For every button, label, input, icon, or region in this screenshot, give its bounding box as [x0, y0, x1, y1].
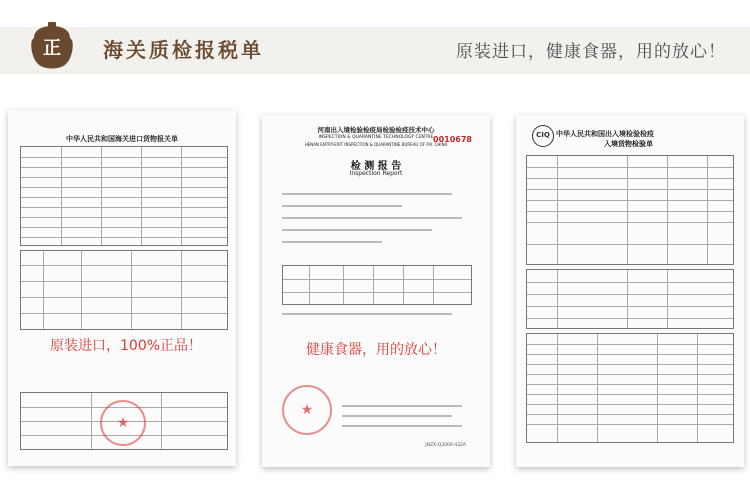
seal-icon — [24, 18, 80, 74]
header-slogan: 原装进口，健康食器，用的放心！ — [456, 42, 726, 62]
page-title: 海关质检报税单 — [103, 38, 264, 62]
seal-char: 正 — [43, 38, 61, 59]
page-header — [0, 0, 750, 88]
declaration-table-items — [20, 250, 228, 330]
report-footer-code: JNZX-Q3000-432A — [425, 443, 466, 448]
doc-title: 中华人民共和国海关进口货物报关单 — [66, 135, 178, 143]
report-heading-en2: HENAN ENTRY-EXIT INSPECTION & QUARANTINE BUREAU OF P.R. CHINA — [304, 142, 448, 147]
report-title: 检 测 报 告 — [350, 161, 402, 172]
report-subtitle: Inspection Report — [349, 170, 403, 177]
form-table-middle — [526, 269, 734, 329]
report-serial: 0010678 — [433, 135, 472, 144]
declaration-table-top — [20, 146, 228, 246]
form-table-top — [526, 155, 734, 265]
report-results-table — [282, 265, 472, 305]
report-heading-cn: 河南出入境检验检疫局检验检疫技术中心 — [317, 126, 435, 134]
red-stamp: ★ — [100, 400, 146, 446]
report-heading-en1: INSPECTION & QUARANTINE TECHNOLOGY CENTRE — [318, 135, 434, 140]
ciq-inspection-form-image — [516, 115, 744, 467]
form-title: 中华人民共和国出入境检验检疫 — [556, 130, 654, 138]
form-subtitle: 入境货物检验单 — [604, 140, 653, 148]
red-stamp: ★ — [282, 385, 332, 435]
authentic-overlay: 原装进口，100%正品！ — [50, 338, 203, 354]
form-table-bottom — [526, 333, 734, 443]
inspection-report-image — [262, 115, 490, 467]
ciq-logo: CIQ — [532, 125, 554, 147]
customs-declaration-image — [8, 110, 236, 466]
healthy-overlay: 健康食器，用的放心！ — [306, 342, 446, 358]
